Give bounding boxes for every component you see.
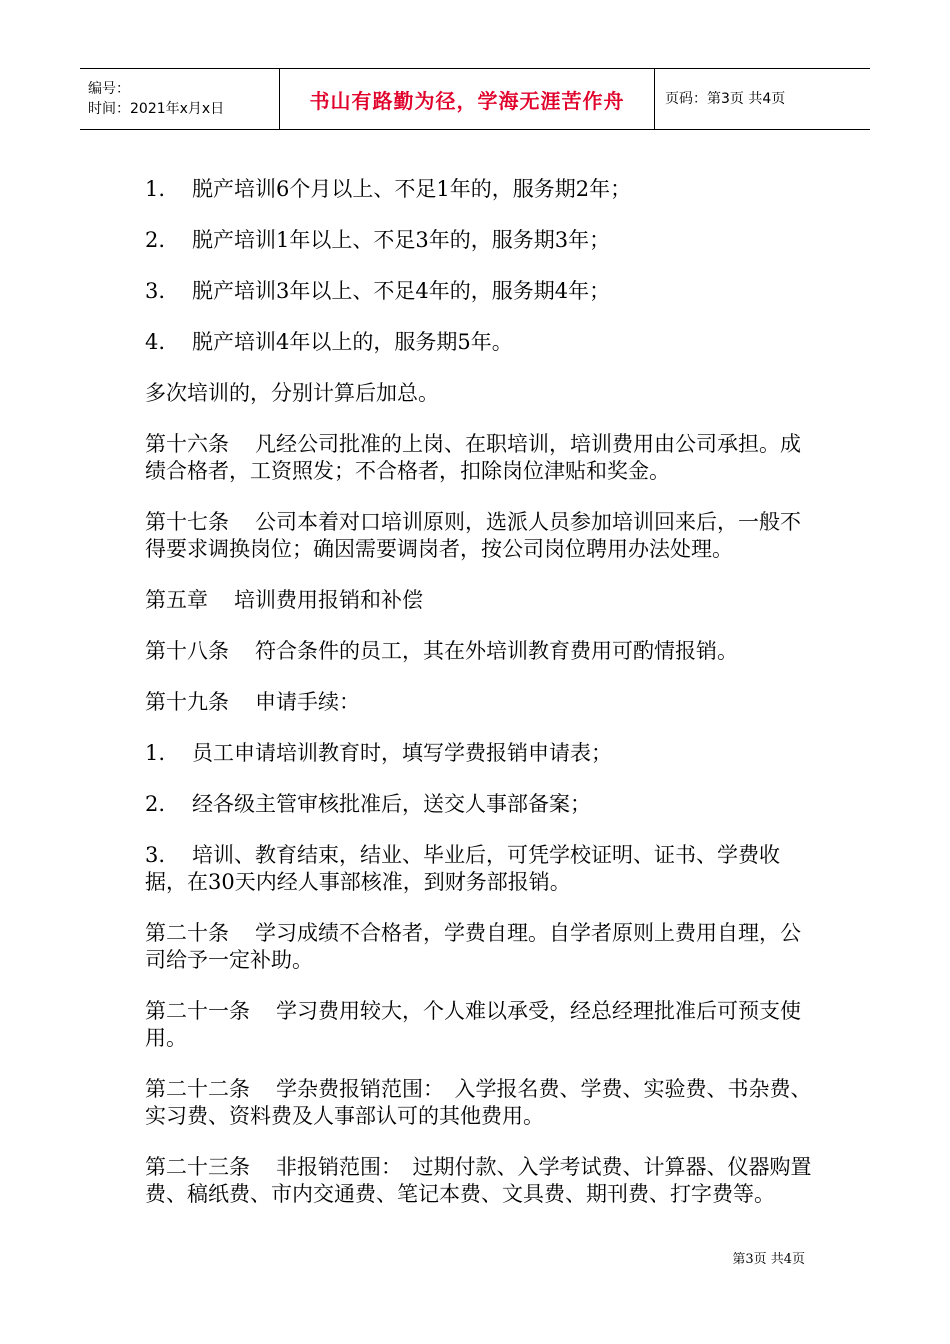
paragraph-text: 凡经公司批准的上岗、在职培训，培训费用由公司承担。成绩合格者，工资照发；不合格者，扣除岗位津贴和奖金。	[145, 432, 801, 483]
list-number: 2.	[145, 228, 166, 252]
list-number: 3.	[145, 279, 166, 303]
chapter-heading	[145, 587, 813, 614]
article-label: 第二十二条	[145, 1077, 250, 1101]
list-item	[145, 278, 813, 305]
article-nineteen	[145, 689, 813, 716]
list-number: 3.	[145, 843, 166, 867]
chapter-label: 第五章	[145, 588, 208, 612]
list-item	[145, 791, 813, 818]
article-label: 第二十条	[145, 921, 229, 945]
header-page-cell	[655, 69, 870, 129]
article-label: 第二十三条	[145, 1155, 250, 1179]
chapter-title: 培训费用报销和补偿	[234, 588, 423, 612]
paragraph-text: 学杂费报销范围： 入学报名费、学费、实验费、书杂费、实习费、资料费及人事部认可的其他费用。	[145, 1077, 812, 1128]
article-label: 第二十一条	[145, 999, 250, 1023]
paragraph-text: 多次培训的，分别计算后加总。	[145, 381, 439, 405]
paragraph-text: 申请手续：	[255, 690, 360, 714]
list-item	[145, 329, 813, 356]
article-label: 第十七条	[145, 510, 229, 534]
list-number: 4.	[145, 330, 166, 354]
paragraph	[145, 380, 813, 407]
article-label: 第十八条	[145, 639, 229, 663]
list-item	[145, 227, 813, 254]
list-item	[145, 842, 813, 896]
paragraph-text: 经各级主管审核批准后，送交人事部备案；	[192, 792, 591, 816]
list-number: 1.	[145, 741, 166, 765]
paragraph-text: 非报销范围： 过期付款、入学考试费、计算器、仪器购置费、稿纸费、市内交通费、笔记本费、文具费、期刊费、打字费等。	[145, 1155, 812, 1206]
article-label: 第十六条	[145, 432, 229, 456]
page-footer: 第3页 共4页	[732, 1252, 805, 1267]
paragraph-text: 学习费用较大，个人难以承受，经总经理批准后可预支使用。	[145, 999, 801, 1050]
article-eighteen	[145, 638, 813, 665]
header-meta	[80, 69, 280, 129]
list-item	[145, 740, 813, 767]
paragraph-text: 员工申请培训教育时，填写学费报销申请表；	[192, 741, 612, 765]
article-twenty-two	[145, 1076, 813, 1130]
header-page-info: 页码：第3页 共4页	[665, 91, 786, 107]
page-header	[80, 68, 870, 130]
paragraph-text: 公司本着对口培训原则，选派人员参加培训回来后，一般不得要求调换岗位；确因需要调岗者，按公司岗位聘用办法处理。	[145, 510, 801, 561]
paragraph-text: 培训、教育结束，结业、毕业后，可凭学校证明、证书、学费收据，在30天内经人事部核准，到财务部报销。	[145, 843, 780, 894]
paragraph-text: 脱产培训3年以上、不足4年的，服务期4年；	[192, 279, 611, 303]
article-twenty	[145, 920, 813, 974]
document-body	[145, 176, 813, 1232]
number-label: 编号：	[88, 81, 130, 97]
article-twenty-three	[145, 1154, 813, 1208]
list-number: 1.	[145, 177, 166, 201]
article-label: 第十九条	[145, 690, 229, 714]
header-motto-cell	[280, 69, 655, 129]
paragraph-text: 学习成绩不合格者，学费自理。自学者原则上费用自理，公司给予一定补助。	[145, 921, 801, 972]
list-item	[145, 176, 813, 203]
article-twenty-one	[145, 998, 813, 1052]
paragraph-text: 符合条件的员工，其在外培训教育费用可酌情报销。	[255, 639, 738, 663]
paragraph-text: 脱产培训1年以上、不足3年的，服务期3年；	[192, 228, 611, 252]
list-number: 2.	[145, 792, 166, 816]
article-seventeen	[145, 509, 813, 563]
article-sixteen	[145, 431, 813, 485]
paragraph-text: 脱产培训6个月以上、不足1年的，服务期2年；	[192, 177, 632, 201]
paragraph-text: 脱产培训4年以上的，服务期5年。	[192, 330, 513, 354]
time-label: 时间：2021年x月x日	[88, 101, 225, 117]
header-motto: 书山有路勤为径，学海无涯苦作舟	[309, 88, 625, 113]
